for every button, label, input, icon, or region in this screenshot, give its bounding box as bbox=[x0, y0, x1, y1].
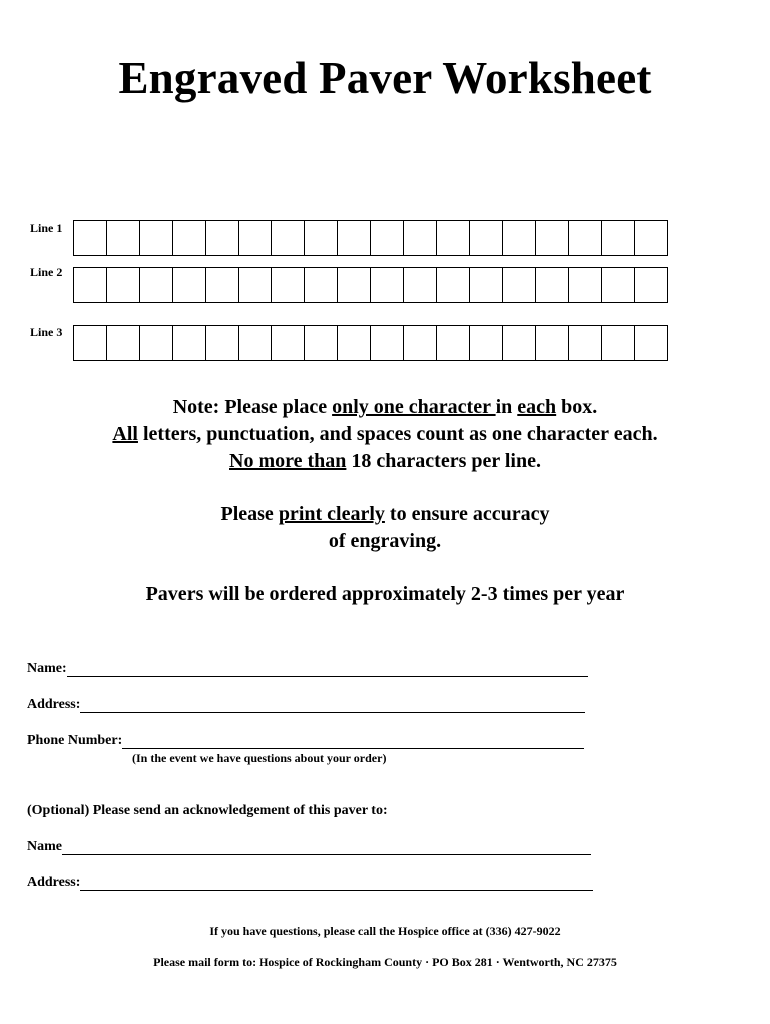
address-label: Address: bbox=[27, 697, 81, 712]
character-box[interactable] bbox=[602, 221, 635, 255]
address-input-line[interactable] bbox=[80, 697, 585, 713]
line-2-label: Line 2 bbox=[30, 265, 63, 279]
character-box[interactable] bbox=[635, 326, 668, 360]
character-box[interactable] bbox=[305, 221, 338, 255]
address-field[interactable] bbox=[27, 697, 585, 713]
questions-note: If you have questions, please call the Hospice office at (336) 427-9022 bbox=[209, 924, 561, 938]
line-3-boxes bbox=[73, 325, 668, 361]
character-box[interactable] bbox=[107, 326, 140, 360]
character-box[interactable] bbox=[140, 326, 173, 360]
character-box[interactable] bbox=[305, 268, 338, 302]
character-box[interactable] bbox=[635, 268, 668, 302]
character-box[interactable] bbox=[536, 326, 569, 360]
ack-name-input-line[interactable] bbox=[62, 839, 591, 855]
character-box[interactable] bbox=[371, 221, 404, 255]
note-line-5: of engraving. bbox=[328, 530, 442, 552]
character-box[interactable] bbox=[239, 221, 272, 255]
character-box[interactable] bbox=[107, 221, 140, 255]
optional-label: (Optional) Please send an acknowledgement of this paver to: bbox=[27, 803, 388, 818]
character-box[interactable] bbox=[206, 326, 239, 360]
character-box[interactable] bbox=[140, 268, 173, 302]
note-line-3: No more than 18 characters per line. bbox=[229, 450, 541, 472]
character-box[interactable] bbox=[437, 268, 470, 302]
phone-input-line[interactable] bbox=[122, 733, 584, 749]
ack-name-field[interactable] bbox=[27, 839, 591, 855]
character-box[interactable] bbox=[107, 268, 140, 302]
name-input-line[interactable] bbox=[67, 661, 588, 677]
note-line-4: Please print clearly to ensure accuracy bbox=[220, 503, 550, 525]
character-box[interactable] bbox=[470, 268, 503, 302]
name-field[interactable] bbox=[27, 661, 588, 677]
ack-address-label: Address: bbox=[27, 875, 81, 890]
note-line-1: Note: Please place only one character in each box. bbox=[172, 396, 598, 418]
character-box[interactable] bbox=[635, 221, 668, 255]
note-line-6: Pavers will be ordered approximately 2-3 times per year bbox=[145, 583, 625, 605]
name-label: Name: bbox=[27, 661, 67, 676]
character-box[interactable] bbox=[371, 326, 404, 360]
character-box[interactable] bbox=[470, 221, 503, 255]
character-box[interactable] bbox=[206, 221, 239, 255]
mailing-address: Please mail form to: Hospice of Rockingham County · PO Box 281 · Wentworth, NC 27375 bbox=[153, 955, 617, 969]
character-box[interactable] bbox=[272, 221, 305, 255]
character-box[interactable] bbox=[74, 326, 107, 360]
character-box[interactable] bbox=[272, 268, 305, 302]
character-box[interactable] bbox=[371, 268, 404, 302]
character-box[interactable] bbox=[503, 221, 536, 255]
character-box[interactable] bbox=[338, 326, 371, 360]
phone-label: Phone Number: bbox=[27, 733, 123, 748]
character-box[interactable] bbox=[404, 326, 437, 360]
character-box[interactable] bbox=[239, 326, 272, 360]
line-1-boxes bbox=[73, 220, 668, 256]
ack-address-input-line[interactable] bbox=[80, 875, 593, 891]
character-box[interactable] bbox=[602, 326, 635, 360]
character-box[interactable] bbox=[503, 268, 536, 302]
character-box[interactable] bbox=[173, 221, 206, 255]
character-box[interactable] bbox=[569, 326, 602, 360]
character-box[interactable] bbox=[239, 268, 272, 302]
character-box[interactable] bbox=[437, 221, 470, 255]
line-2-boxes bbox=[73, 267, 668, 303]
line-1-label: Line 1 bbox=[30, 221, 63, 235]
character-box[interactable] bbox=[338, 268, 371, 302]
character-box[interactable] bbox=[569, 221, 602, 255]
character-box[interactable] bbox=[173, 268, 206, 302]
character-box[interactable] bbox=[272, 326, 305, 360]
ack-address-field[interactable] bbox=[27, 875, 593, 891]
character-box[interactable] bbox=[536, 268, 569, 302]
character-box[interactable] bbox=[602, 268, 635, 302]
character-box[interactable] bbox=[305, 326, 338, 360]
phone-hint: (In the event we have questions about your order) bbox=[132, 751, 387, 765]
character-box[interactable] bbox=[404, 221, 437, 255]
character-box[interactable] bbox=[74, 221, 107, 255]
character-box[interactable] bbox=[404, 268, 437, 302]
character-box[interactable] bbox=[569, 268, 602, 302]
ack-name-label: Name bbox=[27, 839, 62, 854]
line-3-label: Line 3 bbox=[30, 325, 63, 339]
character-box[interactable] bbox=[206, 268, 239, 302]
character-box[interactable] bbox=[338, 221, 371, 255]
character-box[interactable] bbox=[74, 268, 107, 302]
character-box[interactable] bbox=[437, 326, 470, 360]
page-title: Engraved Paver Worksheet bbox=[118, 53, 652, 103]
character-box[interactable] bbox=[173, 326, 206, 360]
note-line-2: All letters, punctuation, and spaces count as one character each. bbox=[112, 423, 658, 445]
character-box[interactable] bbox=[140, 221, 173, 255]
character-box[interactable] bbox=[503, 326, 536, 360]
character-box[interactable] bbox=[470, 326, 503, 360]
phone-field[interactable] bbox=[27, 733, 584, 749]
optional-heading bbox=[27, 803, 388, 819]
character-box[interactable] bbox=[536, 221, 569, 255]
